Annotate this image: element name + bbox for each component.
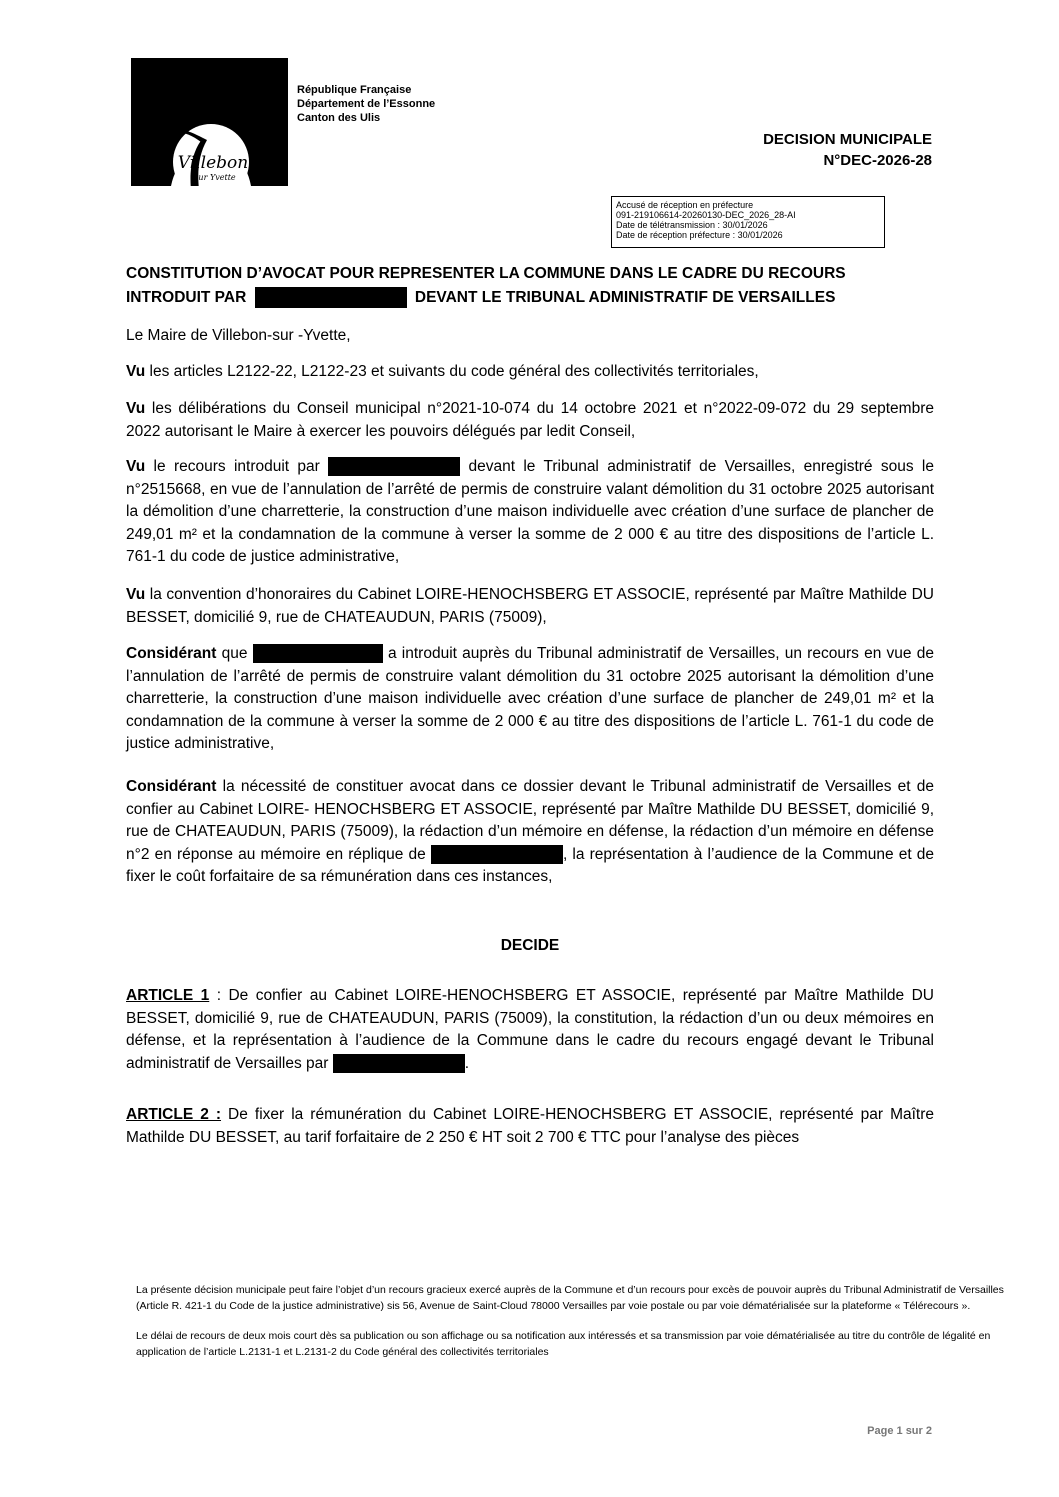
vu-paragraph-1: Vu les articles L2122-22, L2122-23 et suivants du code général des collectivités territoriales, — [126, 363, 759, 380]
receipt-line: Date de télétransmission : 30/01/2026 — [616, 220, 768, 230]
article-1: ARTICLE 1 : De confier au Cabinet LOIRE-HENOCHSBERG ET ASSOCIE, représenté par Maître Mathilde DU BESSET, domicilié 9, rue de CHATEAUDUN, PARIS (75009), la constitution, la rédaction d’un ou deux mémoires en défense, et la représentation à l’audience de la Commune dans le cadre du recours engagé devant le Tribunal administratif de Versailles par . — [126, 987, 934, 1072]
vu-paragraph-2: Vu les délibérations du Conseil municipal n°2021-10-074 du 14 octobre 2021 et n°2022-09-072 du 29 septembre 2022 autorisant le Maire à exercer les pouvoirs délégués par ledit Conseil, — [126, 400, 934, 440]
redaction-block — [253, 644, 383, 663]
decision-type: DECISION MUNICIPALE — [763, 131, 932, 148]
title-line-1: CONSTITUTION D’AVOCAT POUR REPRESENTER LA COMMUNE DANS LE CADRE DU RECOURS — [126, 265, 846, 282]
maire-line: Le Maire de Villebon-sur -Yvette, — [126, 327, 351, 344]
redaction-block — [328, 457, 460, 476]
footer-note-1: La présente décision municipale peut faire l’objet d’un recours gracieux exercé auprès de la Commune et d’un recours pour excès de pouvoir auprès du Tribunal Administratif de Versailles (Article R. 421-1 du Code de la justice administrative) sis 56, Avenue de Saint-Cloud 78000 Versailles par voie postale ou par voie dématérialisée sur la plateforme « Télérecours ». — [136, 1284, 1004, 1312]
article-2: ARTICLE 2 : De fixer la rémunération du Cabinet LOIRE-HENOCHSBERG ET ASSOCIE, représenté par Maître Mathilde DU BESSET, au tarif forfaitaire de 2 250 € HT soit 2 700 € TTC pour l’analyse des pièces — [126, 1106, 934, 1146]
logo-subtext: sur Yvette — [194, 173, 236, 182]
redaction-block — [431, 845, 563, 864]
footer-note-2: Le délai de recours de deux mois court dès sa publication ou son affichage ou sa notification aux intéressés et sa transmission par voie dématérialisée au titre du contrôle de légalité en application de l’article L.2131-1 et L.2131-2 du Code général des collectivités territoriales — [136, 1330, 991, 1358]
header-info-line: Département de l’Essonne — [297, 98, 436, 110]
header-info-line: République Française — [297, 84, 412, 96]
logo — [131, 58, 288, 186]
vu-paragraph-3: Vu le recours introduit par devant le Tribunal administratif de Versailles, enregistré sous le n°2515668, en vue de l’annulation de l’arrêté de permis de construire valant démolition du 31 octobre 2025 autorisant la démolition d’une charretterie, la construction d’une maison individuelle avec création d’une surface de plancher de 249,01 m² et la condamnation de la commune à verser la somme de 2 000 € au titre des dispositions de l’article L. 761-1 du code de justice administrative, — [126, 458, 934, 566]
decision-heading — [640, 129, 932, 171]
title-line-2: INTRODUIT PAR DEVANT LE TRIBUNAL ADMINISTRATIF DE VERSAILLES — [126, 286, 938, 310]
header-info-line: Canton des Ulis — [297, 112, 381, 124]
decide-heading: DECIDE — [500, 937, 560, 954]
receipt-line: Date de réception préfecture : 30/01/2026 — [616, 230, 783, 240]
header-info — [297, 83, 435, 125]
receipt-stamp — [611, 196, 885, 248]
logo-text: Villebon — [177, 153, 249, 173]
page-number: Page 1 sur 2 — [867, 1425, 932, 1437]
decision-number: N°DEC-2026-28 — [823, 152, 932, 169]
redaction-block — [255, 287, 407, 308]
footer-notes — [136, 1282, 1008, 1374]
vu-paragraph-4: Vu la convention d’honoraires du Cabinet LOIRE-HENOCHSBERG ET ASSOCIE, représenté par Maître Mathilde DU BESSET, domicilié 9, rue de CHATEAUDUN, PARIS (75009), — [126, 586, 934, 626]
receipt-line: Accusé de réception en préfecture — [616, 200, 754, 210]
considerant-paragraph-2: Considérant la nécessité de constituer avocat dans ce dossier devant le Tribunal administratif de Versailles et de confier au Cabinet LOIRE- HENOCHSBERG ET ASSOCIE, représenté par Maître Mathilde DU BESSET, domicilié 9, rue de CHATEAUDUN, PARIS (75009), la rédaction d’un mémoire en défense, la rédaction d’un mémoire en défense n°2 en réponse au mémoire en réplique de , la représentation à l’audience de la Commune et de fixer le coût forfaitaire de sa rémunération dans ces instances, — [126, 778, 934, 886]
villebon-logo-icon — [131, 58, 288, 186]
document-title — [126, 262, 938, 310]
considerant-paragraph-1: Considérant que a introduit auprès du Tribunal administratif de Versailles, un recours en vue de l’annulation de l’arrêté de permis de construire valant démolition du 31 octobre 2025 autorisant la démolition d’une charretterie, la construction d’une maison individuelle avec création d’une surface de plancher de 249,01 m² et la condamnation de la commune à verser la somme de 2 000 € au titre des dispositions de l’article L. 761-1 du code de justice administrative, — [126, 645, 934, 753]
receipt-line: 091-219106614-20260130-DEC_2026_28-AI — [616, 210, 796, 220]
redaction-block — [333, 1054, 465, 1073]
